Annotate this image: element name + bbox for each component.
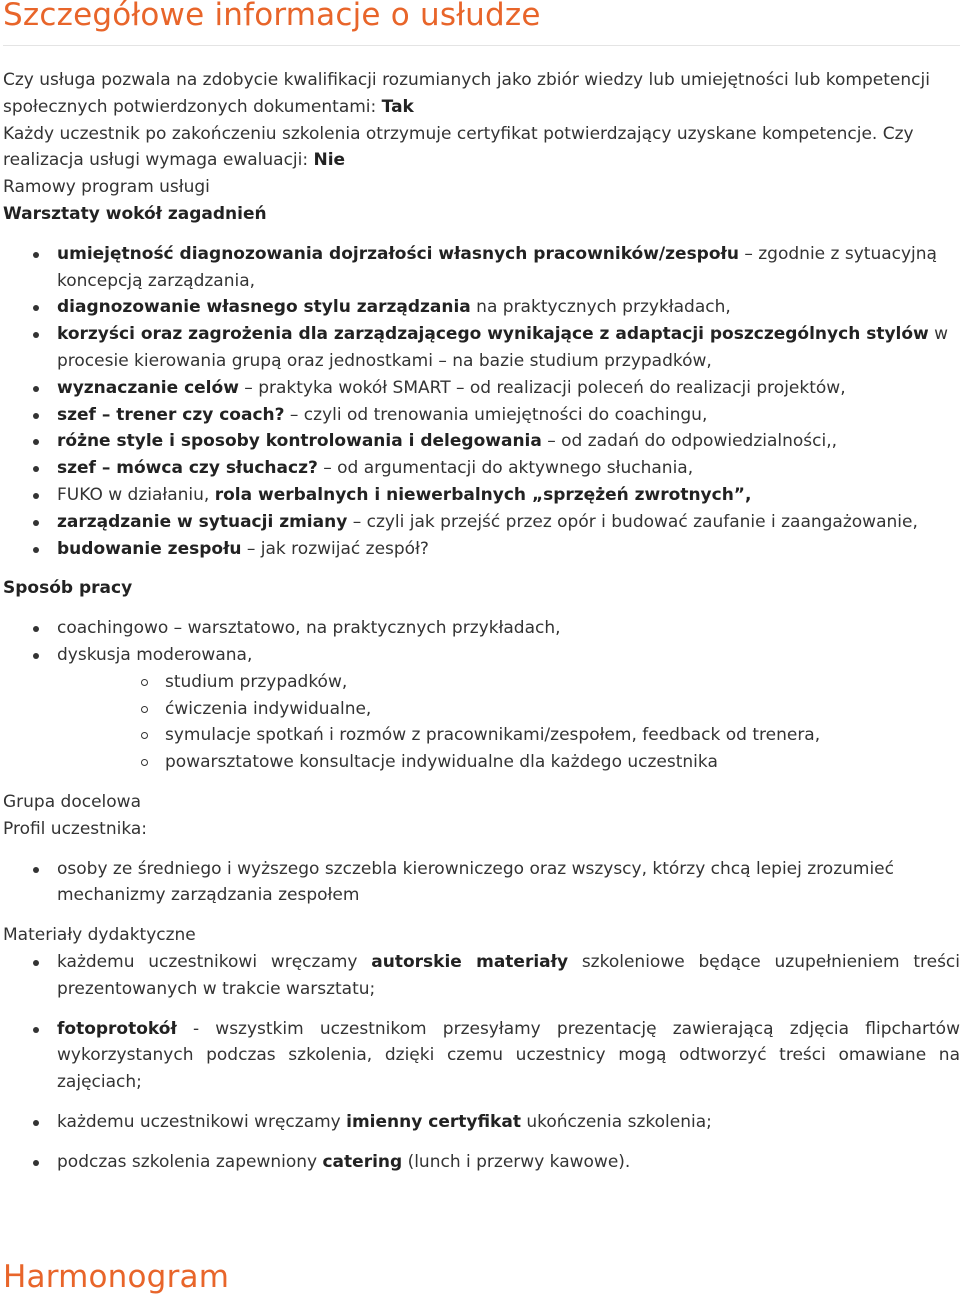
workshop-item-topic: różne style i sposoby kontrolowania i delegowania xyxy=(57,431,542,452)
workshops-heading: Warsztaty wokół zagadnień xyxy=(3,203,267,224)
qualification-question xyxy=(3,67,960,121)
material-item-text: - wszystkim uczestnikom przesyłamy prezentację zawierającą zdjęcia flipchartów wykorzystanych podczas szkolenia, dzięki czemu uczestnicy mogą odtworzyć treści omawiane na zajęciach; xyxy=(57,1018,960,1093)
material-item-text: szkoleniowe będące uzupełnieniem treści prezentowanych w trakcie warsztatu; xyxy=(57,951,960,999)
sublist-item: symulacje spotkań i rozmów z pracownikami/zespołem, feedback od trenera, xyxy=(57,722,960,749)
service-details xyxy=(3,67,960,1175)
workshop-item-topic: szef – mówca czy słuchacz? xyxy=(57,458,318,479)
qualification-question-text: Czy usługa pozwala na zdobycie kwalifikacji rozumianych jako zbiór wiedzy lub umiejętności lub kompetencji społecznych potwierdzonych dokumentami: xyxy=(3,70,930,117)
qualification-answer: Tak xyxy=(381,96,414,117)
workshop-item xyxy=(3,455,960,482)
method-list xyxy=(3,615,960,776)
profile-label: Profil uczestnika: xyxy=(3,818,148,839)
workshop-item-text: – od argumentacji do aktywnego słuchania, xyxy=(317,458,694,479)
workshop-item-topic: korzyści oraz zagrożenia dla zarządzającego wynikające z adaptacji poszczególnych stylów xyxy=(57,324,929,345)
workshop-item-topic: rola werbalnych i niewerbalnych „sprzężeń zwrotnych”, xyxy=(214,484,752,505)
workshop-item-text: – jak rozwijać zespół? xyxy=(241,538,429,559)
workshop-item xyxy=(3,509,960,536)
material-item-highlight: fotoprotokół xyxy=(57,1018,177,1039)
title-divider xyxy=(3,45,960,46)
material-item xyxy=(3,1016,960,1096)
sublist-item: ćwiczenia indywidualne, xyxy=(57,696,960,723)
target-group-label: Grupa docelowa xyxy=(3,791,141,812)
material-item-text: każdemu uczestnikowi wręczamy xyxy=(57,951,372,972)
list-item-text: dyskusja moderowana, xyxy=(57,644,253,665)
workshop-item xyxy=(3,536,960,563)
workshop-item xyxy=(3,402,960,429)
workshop-item-topic: diagnozowanie własnego stylu zarządzania xyxy=(57,297,471,318)
program-label: Ramowy program usługi xyxy=(3,177,210,198)
method-heading: Sposób pracy xyxy=(3,578,133,599)
workshop-item xyxy=(3,321,960,375)
evaluation-question: Czy realizacja usługi wymaga ewaluacji: xyxy=(3,123,914,171)
workshop-item-text: – czyli jak przejść przez opór i budować zaufanie i zaangażowanie, xyxy=(347,511,918,532)
workshop-item-topic: wyznaczanie celów xyxy=(57,377,239,398)
material-item xyxy=(3,949,960,1003)
list-item: coachingowo – warsztatowo, na praktycznych przykładach, xyxy=(3,615,960,642)
sublist-item: powarsztatowe konsultacje indywidualne dla każdego uczestnika xyxy=(57,749,960,776)
material-item-highlight: autorskie materiały xyxy=(371,951,569,972)
profile-list xyxy=(3,856,960,910)
page-title: Szczegółowe informacje o usłudze xyxy=(3,0,541,33)
workshop-item xyxy=(3,294,960,321)
evaluation-answer: Nie xyxy=(313,150,346,171)
workshop-item xyxy=(3,428,960,455)
materials-label: Materiały dydaktyczne xyxy=(3,925,196,946)
workshop-item-text: – czyli od trenowania umiejętności do coachingu, xyxy=(284,404,708,425)
sublist-item: studium przypadków, xyxy=(57,669,960,696)
method-sublist xyxy=(57,669,960,776)
material-item xyxy=(3,1149,960,1176)
material-item-highlight: catering xyxy=(322,1151,403,1172)
workshop-item-prefix: FUKO w działaniu, xyxy=(57,484,215,505)
material-item-text: każdemu uczestnikowi wręczamy xyxy=(57,1111,347,1132)
material-item xyxy=(3,1109,960,1136)
materials-list xyxy=(3,949,960,1176)
material-item-text: (lunch i przerwy kawowe). xyxy=(402,1151,631,1172)
workshop-item xyxy=(3,241,960,295)
workshop-item xyxy=(3,482,960,509)
workshop-item-text: na praktycznych przykładach, xyxy=(470,297,731,318)
list-item xyxy=(3,642,960,776)
workshop-item-topic: budowanie zespołu xyxy=(57,538,242,559)
workshop-item-topic: umiejętność diagnozowania dojrzałości własnych pracowników/zespołu xyxy=(57,243,739,264)
evaluation-line xyxy=(3,121,960,175)
workshop-item-topic: szef – trener czy coach? xyxy=(57,404,285,425)
material-item-highlight: imienny certyfikat xyxy=(346,1111,521,1132)
material-item-text: ukończenia szkolenia; xyxy=(520,1111,712,1132)
list-item: osoby ze średniego i wyższego szczebla kierowniczego oraz wszyscy, którzy chcą lepiej zrozumieć mechanizmy zarządzania zespołem xyxy=(3,856,960,910)
workshop-item-text: – praktyka wokół SMART – od realizacji poleceń do realizacji projektów, xyxy=(238,377,846,398)
workshop-item-topic: zarządzanie w sytuacji zmiany xyxy=(57,511,348,532)
workshop-item-text: – zgodnie z sytuacyjną koncepcją zarządzania, xyxy=(57,243,937,291)
workshop-item-text: – od zadań do odpowiedzialności,, xyxy=(541,431,838,452)
certificate-note: Każdy uczestnik po zakończeniu szkolenia otrzymuje certyfikat potwierdzający uzyskane kompetencje. xyxy=(3,123,878,144)
harmonogram-title: Harmonogram xyxy=(3,1259,230,1295)
workshop-item-text: w procesie kierowania grupą oraz jednostkami – na bazie studium przypadków, xyxy=(57,324,949,371)
workshops-list xyxy=(3,241,960,563)
workshop-item xyxy=(3,375,960,402)
material-item-text: podczas szkolenia zapewniony xyxy=(57,1151,323,1172)
